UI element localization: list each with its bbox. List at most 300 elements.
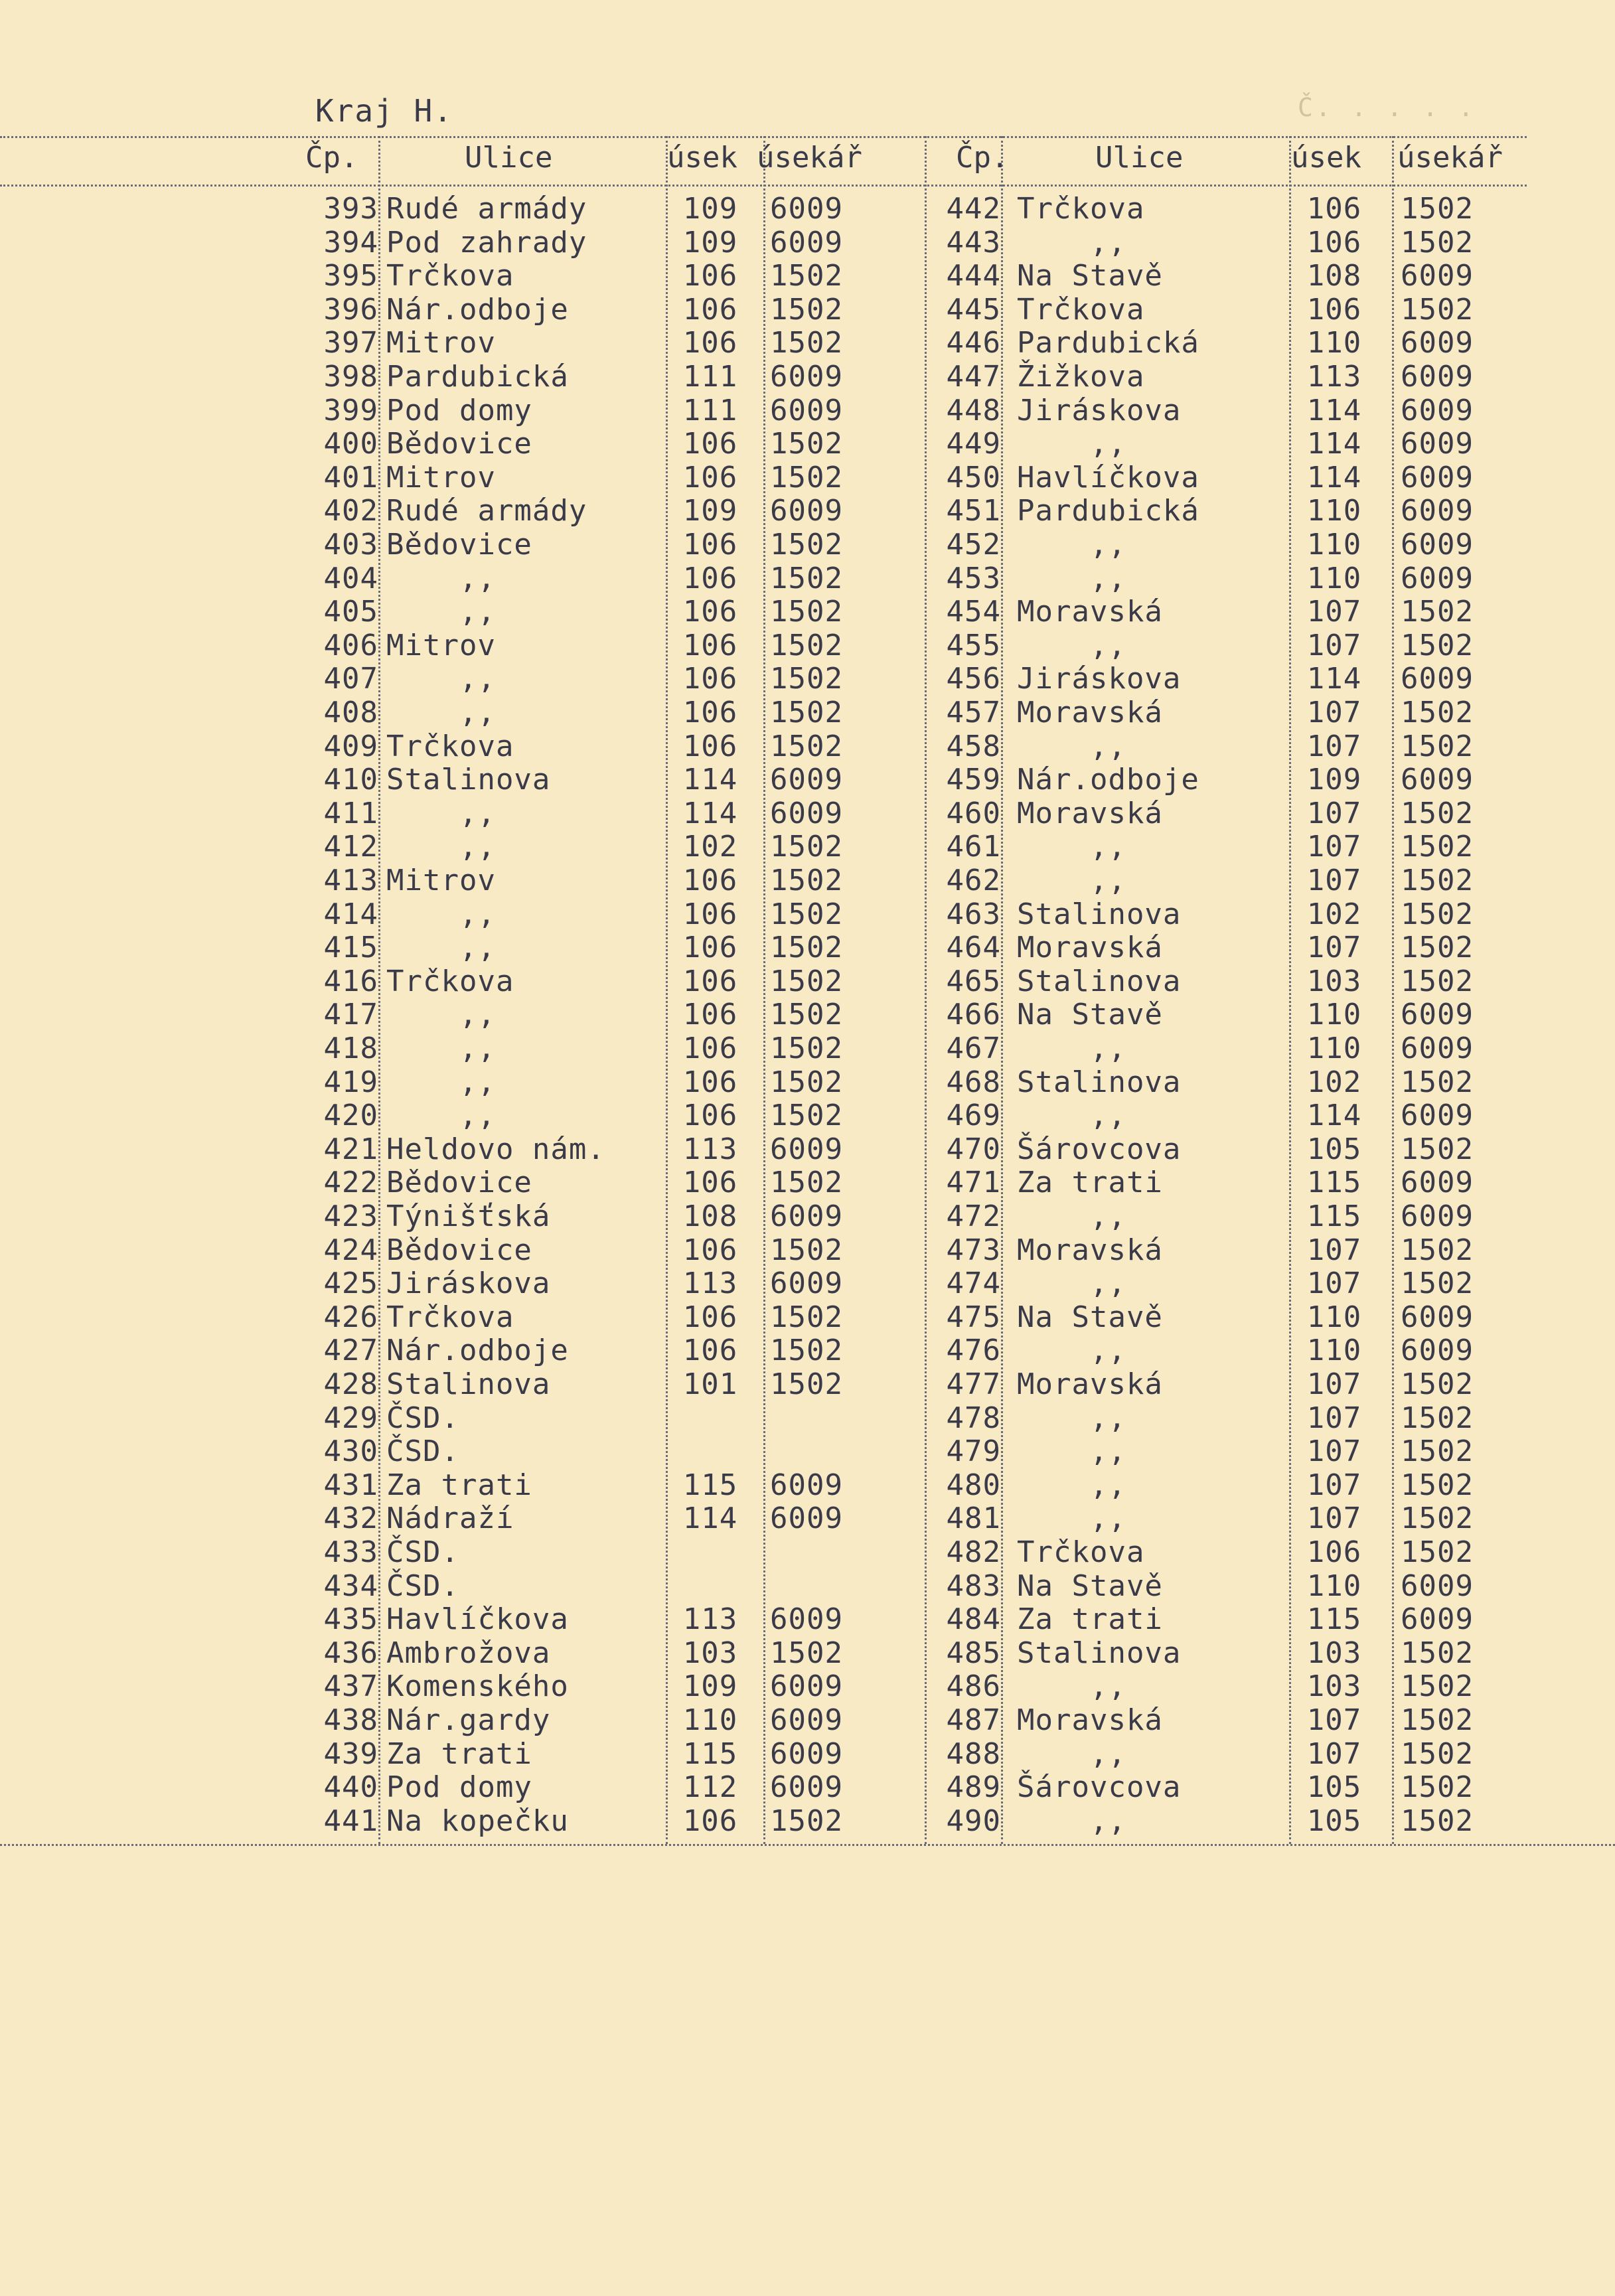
left-row-usekar: 6009 xyxy=(770,763,843,797)
right-row-usek: 107 xyxy=(1306,1434,1362,1469)
left-row-usek: 106 xyxy=(682,1300,738,1334)
right-row-usekar: 1502 xyxy=(1401,864,1474,897)
right-row-street: Na Stavě xyxy=(1017,1569,1163,1603)
right-row-street: Stalinova xyxy=(1017,897,1182,931)
left-row-cp: 393 xyxy=(323,192,378,226)
left-row-usek: 106 xyxy=(682,662,738,696)
right-row-cp: 448 xyxy=(946,393,1001,427)
left-row-street: Trčkova xyxy=(386,1300,514,1334)
right-row-cp: 482 xyxy=(946,1535,1001,1569)
right-row-usek: 106 xyxy=(1306,292,1362,327)
right-row-usekar: 1502 xyxy=(1401,192,1474,226)
right-row-usek: 107 xyxy=(1306,1367,1362,1401)
left-row-street: Ambrožova xyxy=(386,1636,551,1670)
left-row-cp: 411 xyxy=(323,796,378,830)
left-row-cp: 436 xyxy=(323,1636,378,1670)
left-row-usekar: 1502 xyxy=(770,628,843,662)
left-row-street: Pod domy xyxy=(386,1770,532,1805)
right-row-cp: 456 xyxy=(946,662,1001,696)
left-row-usekar: 1502 xyxy=(770,897,843,931)
left-row-usek xyxy=(670,1402,750,1435)
left-row-usekar: 6009 xyxy=(770,192,843,226)
right-row-usekar: 1502 xyxy=(1401,595,1474,629)
left-row-usekar xyxy=(770,1402,870,1435)
left-row-cp: 433 xyxy=(323,1535,378,1569)
left-row-usek: 111 xyxy=(682,360,738,394)
left-row-usek: 113 xyxy=(682,1602,738,1637)
right-row-usek: 105 xyxy=(1306,1803,1362,1838)
left-row-usek: 110 xyxy=(682,1703,738,1737)
right-row-usekar: 6009 xyxy=(1401,1334,1474,1368)
left-row-usek: 106 xyxy=(682,292,738,327)
left-row-street: ,, xyxy=(386,561,496,595)
right-row-street: Nár.odboje xyxy=(1017,763,1199,797)
right-row-usekar: 1502 xyxy=(1401,830,1474,864)
right-row-street: ,, xyxy=(1017,864,1126,897)
left-row-street: Trčkova xyxy=(386,729,514,763)
right-row-street: Moravská xyxy=(1017,1367,1163,1401)
left-row-cp: 410 xyxy=(323,763,378,797)
left-row-street: Bědovice xyxy=(386,1233,532,1267)
left-row-street: Nár.odboje xyxy=(386,1334,569,1368)
left-row-usek: 109 xyxy=(682,1669,738,1704)
right-row-cp: 465 xyxy=(946,964,1001,998)
left-row-usekar: 6009 xyxy=(770,1736,843,1771)
left-row-cp: 419 xyxy=(323,1065,378,1099)
right-row-usekar: 6009 xyxy=(1401,427,1474,461)
left-row-street: ,, xyxy=(386,1099,496,1133)
left-row-street: Na kopečku xyxy=(386,1803,569,1838)
right-row-street: ,, xyxy=(1017,1669,1126,1704)
left-row-usek: 115 xyxy=(682,1468,738,1502)
left-row-usekar: 1502 xyxy=(770,326,843,360)
column-divider xyxy=(1001,136,1003,1844)
left-row-street: Heldovo nám. xyxy=(386,1132,605,1166)
right-row-street: Jiráskova xyxy=(1017,662,1182,696)
left-row-usekar: 1502 xyxy=(770,528,843,562)
right-row-street: ,, xyxy=(1017,225,1126,260)
header-usek: úsek xyxy=(667,141,737,175)
right-row-cp: 452 xyxy=(946,528,1001,562)
right-row-cp: 462 xyxy=(946,864,1001,897)
right-row-cp: 483 xyxy=(946,1569,1001,1603)
right-row-cp: 475 xyxy=(946,1300,1001,1334)
left-row-usek: 109 xyxy=(682,192,738,226)
right-row-cp: 490 xyxy=(946,1803,1001,1838)
left-row-cp: 394 xyxy=(323,225,378,260)
left-row-usekar: 6009 xyxy=(770,225,843,260)
right-row-street: Stalinova xyxy=(1017,964,1182,998)
left-row-cp: 439 xyxy=(323,1736,378,1771)
left-row-usek: 106 xyxy=(682,729,738,763)
left-row-street: Mitrov xyxy=(386,326,496,360)
right-row-usekar: 6009 xyxy=(1401,528,1474,562)
left-row-usek: 106 xyxy=(682,1099,738,1133)
right-row-street: ,, xyxy=(1017,1401,1126,1435)
left-row-street: Stalinova xyxy=(386,1367,551,1401)
left-row-usek: 109 xyxy=(682,494,738,528)
left-row-cp: 395 xyxy=(323,259,378,293)
left-row-cp: 437 xyxy=(323,1669,378,1704)
left-row-cp: 399 xyxy=(323,393,378,427)
right-row-usek: 106 xyxy=(1306,192,1362,226)
left-row-cp: 429 xyxy=(323,1401,378,1435)
right-row-usekar: 6009 xyxy=(1401,1032,1474,1065)
left-row-street: ,, xyxy=(386,696,496,729)
left-row-usek: 108 xyxy=(682,1199,738,1233)
right-row-street: ,, xyxy=(1017,1032,1126,1065)
right-row-street: Trčkova xyxy=(1017,192,1145,226)
right-row-usek: 107 xyxy=(1306,595,1362,629)
right-row-street: Na Stavě xyxy=(1017,1300,1163,1334)
right-row-usek: 114 xyxy=(1306,393,1362,427)
left-row-usek: 106 xyxy=(682,1166,738,1200)
left-row-street: Stalinova xyxy=(386,763,551,797)
right-row-usekar: 1502 xyxy=(1401,292,1474,327)
right-row-usek: 107 xyxy=(1306,830,1362,864)
right-row-usekar: 1502 xyxy=(1401,1736,1474,1771)
left-row-street: Nár.odboje xyxy=(386,292,569,327)
left-row-cp: 412 xyxy=(323,830,378,864)
left-row-usek: 101 xyxy=(682,1367,738,1401)
left-row-usek: 111 xyxy=(682,393,738,427)
right-row-usekar: 1502 xyxy=(1401,1535,1474,1569)
column-divider xyxy=(378,136,380,1844)
right-row-cp: 484 xyxy=(946,1602,1001,1637)
left-row-usek: 106 xyxy=(682,528,738,562)
left-row-cp: 426 xyxy=(323,1300,378,1334)
right-row-cp: 469 xyxy=(946,1099,1001,1133)
right-row-usekar: 6009 xyxy=(1401,1166,1474,1200)
left-row-usek: 112 xyxy=(682,1770,738,1805)
left-row-street: Nár.gardy xyxy=(386,1703,551,1737)
left-row-usek: 103 xyxy=(682,1636,738,1670)
left-row-cp: 417 xyxy=(323,998,378,1032)
left-row-cp: 427 xyxy=(323,1334,378,1368)
left-row-usekar: 1502 xyxy=(770,1166,843,1200)
left-row-usekar xyxy=(770,1536,870,1569)
column-divider xyxy=(666,136,668,1844)
left-row-usekar: 6009 xyxy=(770,1266,843,1301)
left-row-street: ,, xyxy=(386,931,496,965)
right-row-street: ,, xyxy=(1017,1099,1126,1133)
right-row-street: Pardubická xyxy=(1017,326,1199,360)
right-row-usekar: 1502 xyxy=(1401,1132,1474,1166)
header-cp-right: Čp. xyxy=(956,141,1009,175)
right-row-cp: 442 xyxy=(946,192,1001,226)
right-row-usekar: 6009 xyxy=(1401,460,1474,495)
left-row-cp: 425 xyxy=(323,1266,378,1301)
left-row-street: ,, xyxy=(386,662,496,696)
left-row-usekar: 6009 xyxy=(770,1669,843,1704)
right-row-street: ,, xyxy=(1017,1736,1126,1771)
right-row-usek: 113 xyxy=(1306,360,1362,394)
right-row-cp: 449 xyxy=(946,427,1001,461)
left-row-usekar: 1502 xyxy=(770,864,843,897)
right-row-usekar: 1502 xyxy=(1401,1401,1474,1435)
left-row-street: ,, xyxy=(386,1032,496,1065)
right-row-street: ,, xyxy=(1017,1199,1126,1233)
right-row-usekar: 6009 xyxy=(1401,326,1474,360)
right-row-street: ,, xyxy=(1017,561,1126,595)
right-row-usek: 110 xyxy=(1306,326,1362,360)
right-row-usek: 115 xyxy=(1306,1602,1362,1637)
left-row-usek: 106 xyxy=(682,628,738,662)
right-row-usek: 107 xyxy=(1306,1401,1362,1435)
right-row-usekar: 6009 xyxy=(1401,360,1474,394)
left-row-usekar: 1502 xyxy=(770,1032,843,1065)
right-row-usek: 114 xyxy=(1306,427,1362,461)
right-row-usek: 105 xyxy=(1306,1770,1362,1805)
left-row-street: Za trati xyxy=(386,1468,532,1502)
right-row-cp: 486 xyxy=(946,1669,1001,1704)
right-row-usek: 107 xyxy=(1306,696,1362,729)
left-row-cp: 400 xyxy=(323,427,378,461)
left-row-usek: 106 xyxy=(682,864,738,897)
left-row-street: Rudé armády xyxy=(386,494,587,528)
right-row-street: Stalinova xyxy=(1017,1636,1182,1670)
right-row-usekar: 6009 xyxy=(1401,1602,1474,1637)
left-row-street: ČSD. xyxy=(386,1569,459,1603)
left-row-usekar: 1502 xyxy=(770,964,843,998)
table-bottom-rule xyxy=(0,1844,1615,1846)
right-row-street: Moravská xyxy=(1017,796,1163,830)
right-row-cp: 467 xyxy=(946,1032,1001,1065)
right-row-street: ,, xyxy=(1017,628,1126,662)
left-row-usek: 106 xyxy=(682,1032,738,1065)
right-row-cp: 464 xyxy=(946,931,1001,965)
left-row-usek: 106 xyxy=(682,259,738,293)
right-row-street: ,, xyxy=(1017,729,1126,763)
right-row-usek: 110 xyxy=(1306,1334,1362,1368)
right-row-street: Moravská xyxy=(1017,595,1163,629)
right-row-cp: 445 xyxy=(946,292,1001,327)
right-row-usekar: 6009 xyxy=(1401,1300,1474,1334)
left-row-cp: 407 xyxy=(323,662,378,696)
right-row-street: ,, xyxy=(1017,1803,1126,1838)
right-row-usek: 109 xyxy=(1306,763,1362,797)
right-row-street: Na Stavě xyxy=(1017,998,1163,1032)
left-row-usekar: 1502 xyxy=(770,1233,843,1267)
left-row-cp: 432 xyxy=(323,1501,378,1536)
right-row-cp: 460 xyxy=(946,796,1001,830)
right-row-cp: 470 xyxy=(946,1132,1001,1166)
right-row-cp: 480 xyxy=(946,1468,1001,1502)
right-row-street: ,, xyxy=(1017,1468,1126,1502)
left-row-cp: 434 xyxy=(323,1569,378,1603)
left-row-usekar: 1502 xyxy=(770,1803,843,1838)
right-row-cp: 446 xyxy=(946,326,1001,360)
left-row-street: Mitrov xyxy=(386,460,496,495)
right-row-cp: 454 xyxy=(946,595,1001,629)
right-row-usekar: 1502 xyxy=(1401,897,1474,931)
right-row-cp: 477 xyxy=(946,1367,1001,1401)
right-row-usek: 102 xyxy=(1306,897,1362,931)
right-row-usek: 103 xyxy=(1306,964,1362,998)
right-row-usek: 107 xyxy=(1306,1266,1362,1301)
left-row-street: ,, xyxy=(386,796,496,830)
right-row-usekar: 6009 xyxy=(1401,393,1474,427)
left-row-usek: 102 xyxy=(682,830,738,864)
right-row-usek: 110 xyxy=(1306,1032,1362,1065)
left-row-cp: 420 xyxy=(323,1099,378,1133)
header-usekar-right: úsekář xyxy=(1397,141,1503,175)
column-divider xyxy=(763,136,765,1844)
right-row-usek: 107 xyxy=(1306,1468,1362,1502)
left-row-street: Nádraží xyxy=(386,1501,514,1536)
left-row-cp: 416 xyxy=(323,964,378,998)
right-row-street: ,, xyxy=(1017,528,1126,562)
right-row-street: Havlíčkova xyxy=(1017,460,1199,495)
right-row-cp: 455 xyxy=(946,628,1001,662)
header-usek-right: úsek xyxy=(1291,141,1361,175)
right-row-cp: 444 xyxy=(946,259,1001,293)
left-row-usek: 106 xyxy=(682,1334,738,1368)
right-row-usekar: 1502 xyxy=(1401,628,1474,662)
left-row-street: Rudé armády xyxy=(386,192,587,226)
right-row-usekar: 1502 xyxy=(1401,931,1474,965)
right-row-usekar: 1502 xyxy=(1401,1770,1474,1805)
left-row-usek: 106 xyxy=(682,460,738,495)
left-row-usek: 115 xyxy=(682,1736,738,1771)
right-row-cp: 459 xyxy=(946,763,1001,797)
right-row-cp: 473 xyxy=(946,1233,1001,1267)
left-row-usekar: 6009 xyxy=(770,1468,843,1502)
right-row-usekar: 1502 xyxy=(1401,1266,1474,1301)
page-title: Kraj H. xyxy=(315,93,453,129)
left-row-usek: 106 xyxy=(682,897,738,931)
left-row-usek: 113 xyxy=(682,1266,738,1301)
right-row-usek: 107 xyxy=(1306,628,1362,662)
left-row-cp: 421 xyxy=(323,1132,378,1166)
right-row-cp: 461 xyxy=(946,830,1001,864)
right-row-cp: 468 xyxy=(946,1065,1001,1099)
right-row-usekar: 1502 xyxy=(1401,1636,1474,1670)
right-row-usek: 107 xyxy=(1306,729,1362,763)
right-row-usekar: 1502 xyxy=(1401,796,1474,830)
right-row-cp: 489 xyxy=(946,1770,1001,1805)
left-row-usekar: 6009 xyxy=(770,393,843,427)
left-row-usek: 114 xyxy=(682,796,738,830)
right-row-usek: 107 xyxy=(1306,864,1362,897)
right-row-usekar: 1502 xyxy=(1401,729,1474,763)
right-row-street: ,, xyxy=(1017,1434,1126,1469)
right-row-cp: 481 xyxy=(946,1501,1001,1536)
right-row-usek: 106 xyxy=(1306,225,1362,260)
left-row-cp: 408 xyxy=(323,696,378,729)
right-row-cp: 485 xyxy=(946,1636,1001,1670)
left-row-street: Pod domy xyxy=(386,393,532,427)
left-row-cp: 424 xyxy=(323,1233,378,1267)
left-row-usekar: 1502 xyxy=(770,460,843,495)
left-row-cp: 418 xyxy=(323,1032,378,1065)
left-row-street: Bědovice xyxy=(386,528,532,562)
right-row-usekar: 6009 xyxy=(1401,1569,1474,1603)
right-row-usek: 107 xyxy=(1306,796,1362,830)
left-row-usek: 106 xyxy=(682,595,738,629)
left-row-cp: 431 xyxy=(323,1468,378,1502)
right-row-cp: 471 xyxy=(946,1166,1001,1200)
left-row-usekar: 1502 xyxy=(770,729,843,763)
left-row-cp: 404 xyxy=(323,561,378,595)
left-row-cp: 409 xyxy=(323,729,378,763)
right-row-usekar: 6009 xyxy=(1401,662,1474,696)
left-row-usekar: 6009 xyxy=(770,796,843,830)
left-row-cp: 440 xyxy=(323,1770,378,1805)
left-row-usek: 106 xyxy=(682,1065,738,1099)
left-row-street: ČSD. xyxy=(386,1401,459,1435)
left-row-cp: 430 xyxy=(323,1434,378,1469)
right-row-street: Šárovcova xyxy=(1017,1132,1182,1166)
left-row-usekar xyxy=(770,1435,870,1468)
right-row-usekar: 1502 xyxy=(1401,1233,1474,1267)
right-row-usek: 106 xyxy=(1306,1535,1362,1569)
right-row-street: Žižkova xyxy=(1017,360,1145,394)
header-ulice-right: Ulice xyxy=(1095,141,1184,175)
left-row-street: Trčkova xyxy=(386,259,514,293)
left-row-usekar: 6009 xyxy=(770,1132,843,1166)
right-row-street: Moravská xyxy=(1017,1233,1163,1267)
right-row-cp: 443 xyxy=(946,225,1001,260)
left-row-street: ,, xyxy=(386,897,496,931)
left-row-street: ,, xyxy=(386,998,496,1032)
header-cp: Čp. xyxy=(305,141,358,175)
left-row-cp: 441 xyxy=(323,1803,378,1838)
right-row-usek: 110 xyxy=(1306,561,1362,595)
left-row-usekar: 1502 xyxy=(770,931,843,965)
right-row-usek: 114 xyxy=(1306,1099,1362,1133)
right-row-usekar: 1502 xyxy=(1401,1367,1474,1401)
right-row-cp: 472 xyxy=(946,1199,1001,1233)
right-row-cp: 476 xyxy=(946,1334,1001,1368)
left-row-usek: 114 xyxy=(682,1501,738,1536)
left-row-usek: 106 xyxy=(682,964,738,998)
right-row-street: Jiráskova xyxy=(1017,393,1182,427)
left-row-cp: 423 xyxy=(323,1199,378,1233)
right-row-usekar: 1502 xyxy=(1401,696,1474,729)
left-row-usek: 106 xyxy=(682,696,738,729)
left-row-street: Havlíčkova xyxy=(386,1602,569,1637)
left-row-usekar: 6009 xyxy=(770,1703,843,1737)
right-row-usek: 110 xyxy=(1306,528,1362,562)
right-row-cp: 453 xyxy=(946,561,1001,595)
left-row-street: Týnišťská xyxy=(386,1199,551,1233)
left-row-usekar: 6009 xyxy=(770,1770,843,1805)
left-row-usekar: 6009 xyxy=(770,494,843,528)
left-row-usekar: 1502 xyxy=(770,1065,843,1099)
left-row-usek: 106 xyxy=(682,326,738,360)
left-row-usek: 106 xyxy=(682,998,738,1032)
right-row-usekar: 1502 xyxy=(1401,1501,1474,1536)
right-row-usekar: 6009 xyxy=(1401,763,1474,797)
right-row-usek: 110 xyxy=(1306,998,1362,1032)
right-row-usek: 115 xyxy=(1306,1199,1362,1233)
right-row-usek: 103 xyxy=(1306,1636,1362,1670)
left-row-usek: 113 xyxy=(682,1132,738,1166)
right-row-usek: 103 xyxy=(1306,1669,1362,1704)
right-row-street: ,, xyxy=(1017,1266,1126,1301)
right-row-usek: 107 xyxy=(1306,1501,1362,1536)
right-row-usekar: 1502 xyxy=(1401,1703,1474,1737)
header-ulice: Ulice xyxy=(465,141,553,175)
left-row-usekar: 1502 xyxy=(770,662,843,696)
right-row-cp: 457 xyxy=(946,696,1001,729)
right-row-usek: 110 xyxy=(1306,1300,1362,1334)
right-row-usek: 102 xyxy=(1306,1065,1362,1099)
right-row-usekar: 1502 xyxy=(1401,1065,1474,1099)
right-row-cp: 451 xyxy=(946,494,1001,528)
header-usekar: úsekář xyxy=(757,141,862,175)
